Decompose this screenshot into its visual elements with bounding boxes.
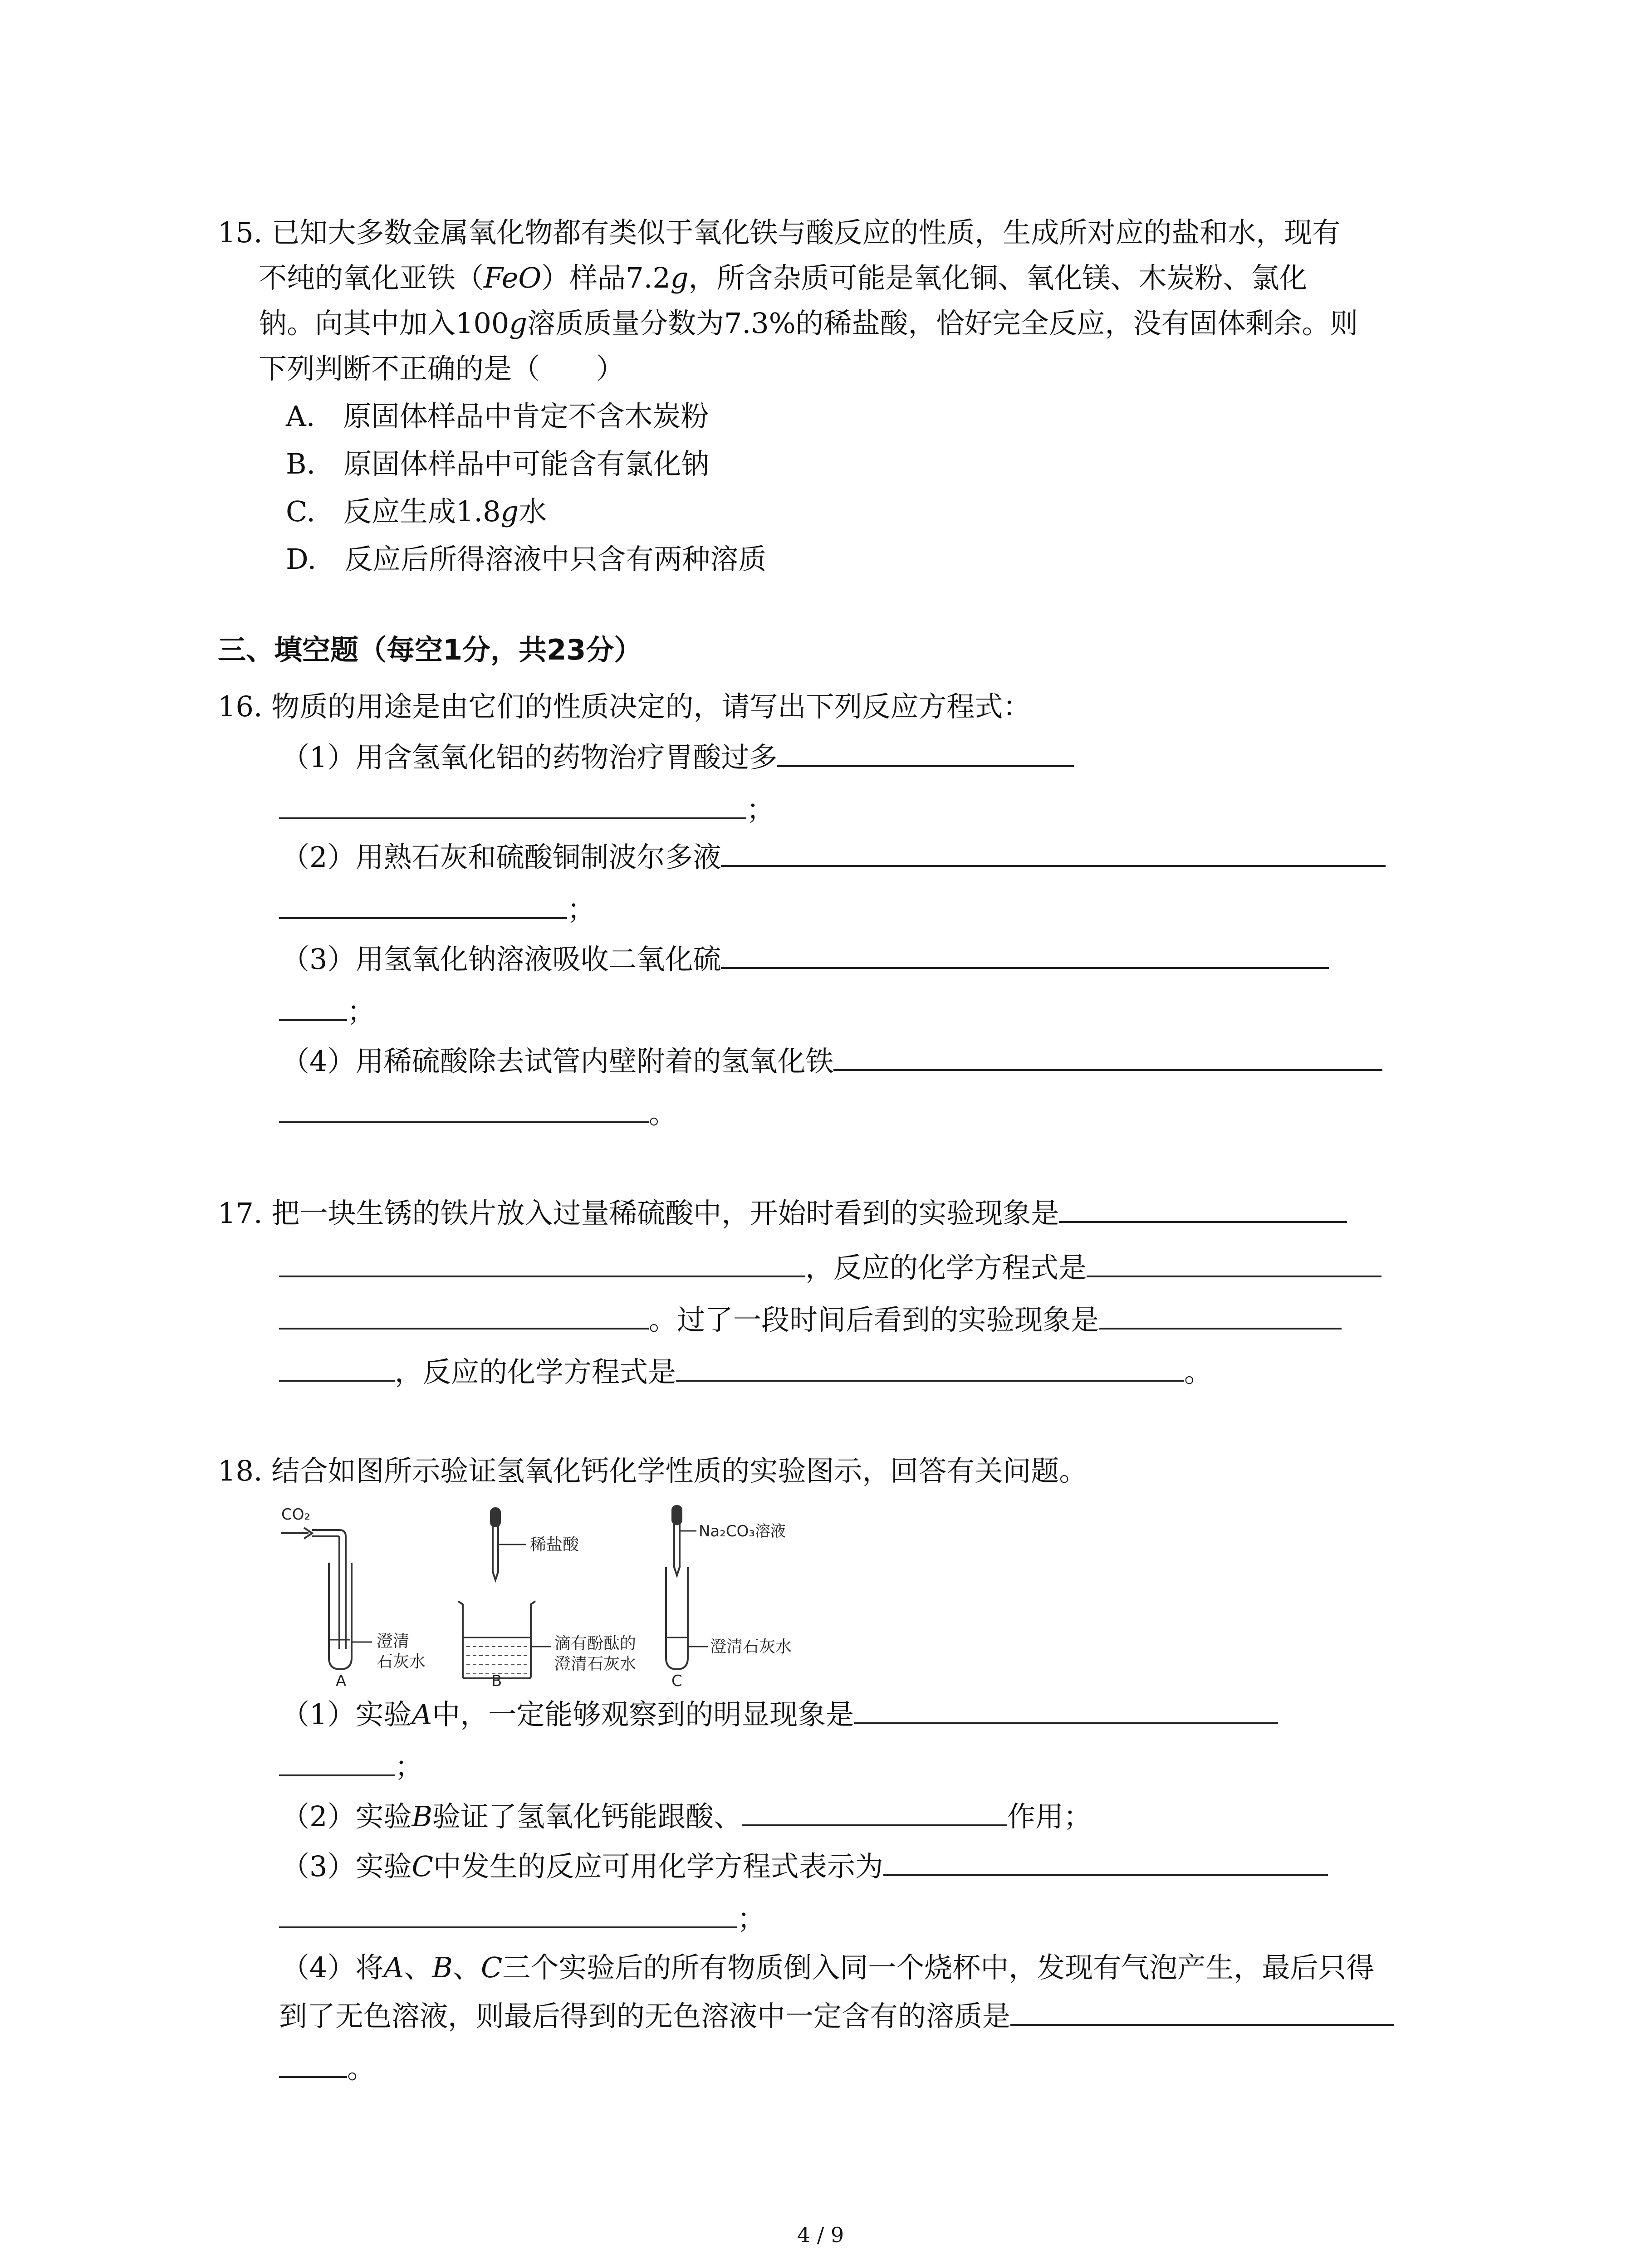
q16-part-3-cont: [279, 991, 375, 1031]
label-c-ref: C: [480, 1951, 503, 1984]
label-a-ref: A: [411, 1698, 432, 1731]
answer-blank[interactable]: [883, 1846, 1328, 1876]
q15-option-b[interactable]: [286, 445, 709, 484]
label-b-line2: 澄清石灰水: [554, 1655, 637, 1673]
unit-g: g: [500, 495, 519, 528]
q17-number: 17.: [218, 1197, 263, 1230]
q18-part-3-text: （3）实验: [281, 1850, 412, 1883]
q18-part-4-text-end: 三个实验后的所有物质倒入同一个烧杯中，发现有气泡产生，最后只得: [502, 1951, 1375, 1984]
q15-line-4: [259, 349, 624, 388]
experiment-figure: [272, 1499, 826, 1690]
q18-part-4-text-2: 到了无色溶液，则最后得到的无色溶液中一定含有的溶质是: [279, 1999, 1011, 2033]
q17-text-1: 把一块生锈的铁片放入过量稀硫酸中，开始时看到的实验现象是: [271, 1197, 1059, 1230]
answer-blank[interactable]: [1010, 1996, 1394, 2026]
semicolon: ；: [737, 1902, 766, 1935]
dropper-bulb: [491, 1508, 500, 1526]
beaker-liquid: [466, 1647, 527, 1674]
answer-blank[interactable]: [1087, 1247, 1381, 1277]
period: 。: [649, 1097, 677, 1130]
q15-text-1: 已知大多数金属氧化物都有类似于氧化铁与酸反应的性质，生成所对应的盐和水，现有: [271, 216, 1341, 249]
q18-part-4: [281, 1948, 1374, 1987]
q18-part-3-text-end: 中发生的反应可用化学方程式表示为: [433, 1850, 883, 1883]
caption-c: C: [671, 1672, 682, 1690]
q15-text-2e: ，所含杂质可能是氧化铜、氧化镁、木炭粉、氯化: [688, 261, 1308, 294]
answer-blank[interactable]: [676, 1352, 1184, 1382]
experiment-a-apparatus: [281, 1528, 372, 1669]
q15-text-2a: 不纯的氧化亚铁（: [259, 261, 484, 294]
section-title: 三、填空题（每空1分，共23分）: [218, 633, 642, 666]
answer-blank[interactable]: [1099, 1300, 1342, 1330]
q16-part-3-text: （3）用氢氧化钠溶液吸收二氧化硫: [281, 943, 721, 976]
q17-text-3: 。过了一段时间后看到的实验现象是: [649, 1303, 1099, 1336]
q18-stem-text: 结合如图所示验证氢氧化钙化学性质的实验图示，回答有关问题。: [271, 1454, 1087, 1487]
answer-blank[interactable]: [279, 1093, 649, 1123]
q17-line-1: [218, 1193, 1347, 1233]
q17-line-2: [279, 1247, 1381, 1287]
semicolon: ；: [347, 995, 376, 1028]
answer-blank[interactable]: [279, 1898, 737, 1928]
q17-text-2: ，反应的化学方程式是: [805, 1251, 1087, 1284]
q16-part-2-text: （2）用熟石灰和硫酸铜制波尔多液: [281, 841, 721, 874]
q15-text-2c: ）样品7.2: [541, 261, 671, 294]
semicolon: ；: [395, 1750, 423, 1783]
q18-part-2-text-mid: 验证了氢氧化钙能跟酸、: [432, 1800, 742, 1833]
q18-part-4-text: （4）将: [281, 1951, 384, 1984]
q16-part-1: [281, 737, 1074, 777]
dropper-tube: [493, 1526, 498, 1580]
q17-text-4: ，反应的化学方程式是: [395, 1355, 676, 1388]
answer-blank[interactable]: [742, 1796, 1007, 1826]
q16-part-2-cont: [279, 889, 595, 929]
label-c-ref: C: [411, 1850, 433, 1883]
separator: 、: [452, 1951, 481, 1984]
q16-part-4-text: （4）用稀硫酸除去试管内壁附着的氢氧化铁: [281, 1045, 834, 1078]
option-a-text: A. 原固体样品中肯定不含木炭粉: [286, 400, 709, 433]
caption-a: A: [336, 1672, 347, 1690]
semicolon: ；: [746, 793, 775, 826]
answer-blank[interactable]: [279, 889, 567, 919]
q18-part-1-text-end: 中，一定能够观察到的明显现象是: [432, 1698, 854, 1731]
q16-part-2: [281, 837, 1386, 877]
q15-option-c[interactable]: [286, 492, 547, 531]
q18-stem: [218, 1452, 1087, 1491]
co2-label: CO₂: [281, 1505, 311, 1524]
label-a-ref: A: [383, 1951, 404, 1984]
answer-blank[interactable]: [279, 1300, 649, 1330]
q18-part-1-text: （1）实验: [281, 1698, 412, 1731]
q15-line-3: [259, 304, 1358, 343]
answer-blank[interactable]: [279, 991, 347, 1021]
q18-part-3-cont: [279, 1898, 765, 1938]
q18-part-3: [281, 1846, 1328, 1886]
beaker: [458, 1601, 535, 1678]
q18-part-2-text: （2）实验: [281, 1800, 412, 1833]
dilute-hcl-label: 稀盐酸: [530, 1535, 579, 1554]
q18-part-4-line-2: [279, 1996, 1394, 2036]
separator: 、: [404, 1951, 432, 1984]
q17-line-4: [279, 1352, 1212, 1392]
q15-line-1: [218, 213, 1340, 252]
label-a-line1: 澄清: [377, 1632, 410, 1651]
label-b-ref: B: [432, 1951, 453, 1984]
answer-blank[interactable]: [721, 939, 1329, 969]
test-tube-c: [666, 1567, 688, 1669]
na2co3-label: Na₂CO₃溶液: [699, 1522, 786, 1540]
q18-part-2-text-end: 作用；: [1007, 1800, 1092, 1833]
q16-part-4-cont: [279, 1093, 677, 1133]
option-c-text: C. 反应生成1.8: [286, 495, 501, 528]
answer-blank[interactable]: [721, 837, 1386, 867]
period: 。: [1184, 1355, 1213, 1388]
q15-question-prompt: 下列判断不正确的是（ ）: [259, 352, 625, 385]
option-b-text: B. 原固体样品中可能含有氯化钠: [286, 447, 710, 480]
q16-stem: [218, 687, 1031, 726]
answer-blank[interactable]: [279, 2048, 347, 2078]
q16-part-1-cont: [279, 789, 774, 829]
option-d-text: D. 反应后所得溶液中只含有两种溶质: [286, 543, 767, 576]
q15-option-a[interactable]: [286, 397, 709, 436]
experiment-b-apparatus: [458, 1508, 551, 1678]
q16-stem-text: 物质的用途是由它们的性质决定的，请写出下列反应方程式：: [271, 690, 1031, 723]
answer-blank[interactable]: [833, 1041, 1382, 1071]
answer-blank[interactable]: [1059, 1193, 1347, 1223]
caption-b: B: [491, 1672, 502, 1690]
q15-option-d[interactable]: [286, 540, 766, 579]
answer-blank[interactable]: [279, 1247, 805, 1277]
q15-text-3a: 钠。向其中加入100: [259, 307, 509, 340]
period: 。: [347, 2052, 376, 2085]
q18-part-2: [281, 1796, 1092, 1836]
dropper-tube: [674, 1524, 680, 1575]
q18-part-1-cont: [279, 1746, 423, 1786]
label-a-line2: 石灰水: [377, 1652, 426, 1671]
semicolon: ；: [567, 893, 596, 926]
label-b-ref: B: [411, 1800, 433, 1833]
q15-text-3c: 溶质质量分数为7.3%的稀盐酸，恰好完全反应，没有固体剩余。则: [527, 307, 1358, 340]
q18-part-1: [281, 1694, 1278, 1734]
answer-blank[interactable]: [279, 1352, 395, 1382]
unit-g: g: [509, 307, 528, 340]
answer-blank[interactable]: [777, 737, 1074, 767]
page-number: 4 / 9: [797, 2223, 844, 2247]
q16-part-1-text: （1）用含氢氧化铝的药物治疗胃酸过多: [281, 741, 778, 774]
q16-part-4: [281, 1041, 1382, 1081]
answer-blank[interactable]: [854, 1694, 1278, 1724]
q16-part-3: [281, 939, 1329, 979]
label-b-line1: 滴有酚酞的: [554, 1634, 637, 1653]
q18-part-4-cont: [279, 2048, 375, 2088]
q15-number: 15.: [218, 216, 263, 249]
answer-blank[interactable]: [279, 789, 746, 819]
unit-g: g: [670, 261, 689, 294]
formula-feo: FeO: [484, 261, 542, 294]
option-c-text-end: 水: [519, 495, 547, 528]
q16-number: 16.: [218, 690, 263, 723]
q15-line-2: [259, 259, 1308, 298]
dropper-bulb: [672, 1506, 681, 1524]
label-c: 澄清石灰水: [710, 1637, 792, 1656]
q18-number: 18.: [218, 1454, 263, 1487]
section-heading: [218, 631, 642, 670]
answer-blank[interactable]: [279, 1746, 395, 1776]
q17-line-3: [279, 1300, 1342, 1339]
